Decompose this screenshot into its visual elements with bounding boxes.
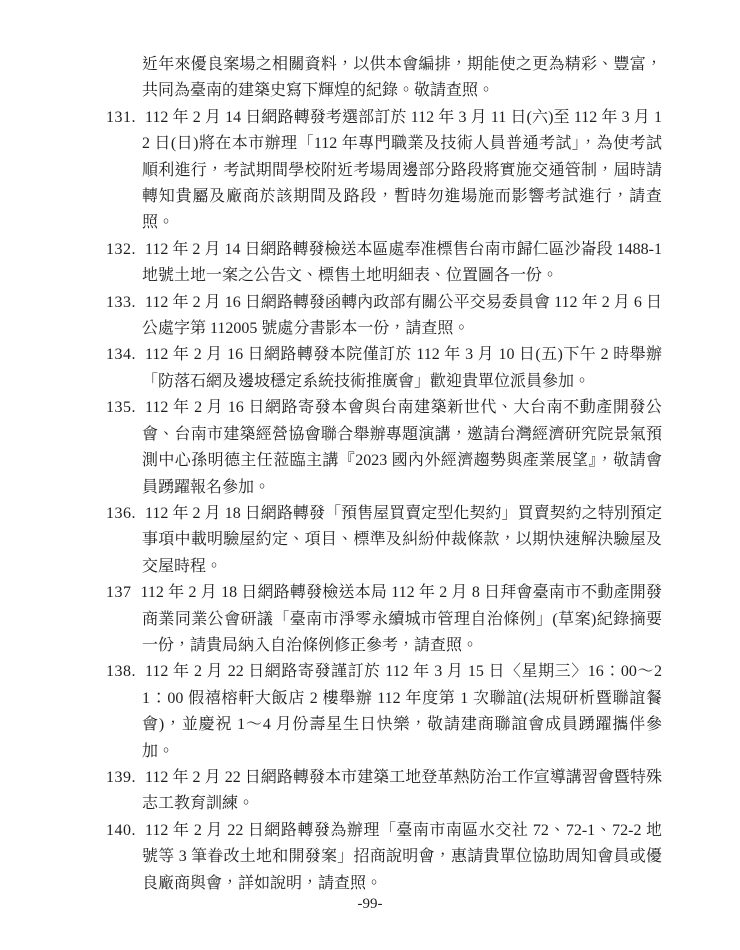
item-text: 112 年 2 月 16 日網路轉發本院僅訂於 112 年 3 月 10 日(五)下午 2 時舉辦「防落石網及邊坡穩定系統技術推廣會」歡迎貴單位派員參加。 <box>142 346 662 390</box>
item-number: 136. <box>106 504 136 522</box>
item-number: 139. <box>106 768 136 786</box>
item-text: 112 年 2 月 22 日網路轉發為辦理「臺南市南區水交社 72、72-1、72-2 地號等 3 筆眷改土地和開發案」招商說明會，惠請貴單位協助周知會員或優良廠商與會，詳如說明，請查照。 <box>142 821 662 892</box>
item-number: 134. <box>106 346 136 364</box>
list-item <box>106 342 662 395</box>
document-body <box>106 52 662 897</box>
list-item <box>106 105 662 237</box>
item-number: 138. <box>106 663 136 681</box>
item-number: 133. <box>106 293 136 311</box>
item-text: 112 年 2 月 18 日網路轉發「預售屋買賣定型化契約」買賣契約之特別預定事項中載明驗屋約定、項目、標準及糾紛仲裁條款，以期快速解決驗屋及交屋時程。 <box>142 504 662 575</box>
item-number: 132. <box>106 240 136 258</box>
item-text: 112 年 2 月 16 日網路轉發函轉內政部有關公平交易委員會 112 年 2 月 6 日公處字第 112005 號處分書影本一份，請查照。 <box>142 293 662 338</box>
item-number: 135. <box>106 399 136 417</box>
item-text: 112 年 2 月 18 日網路轉發檢送本局 112 年 2 月 8 日拜會臺南市不動產開發商業同業公會研議「臺南市淨零永續城市管理自治條例」(草案)紀錄摘要一份，請貴局納入自治條例修正參考，請查照。 <box>140 584 662 654</box>
list-item <box>106 290 662 343</box>
paragraph-continuation: 近年來優良案場之相關資料，以供本會編排，期能使之更為精彩、豐富，共同為臺南的建築史寫下輝煌的紀錄。敬請查照。 <box>142 56 662 100</box>
item-number: 140. <box>106 821 136 839</box>
list-item <box>106 580 662 659</box>
item-text: 112 年 2 月 22 日網路轉發本市建築工地登革熱防治工作宣導講習會暨特殊志工教育訓練。 <box>142 768 662 813</box>
page-number: -99- <box>357 896 383 912</box>
list-item <box>106 818 662 897</box>
list-item <box>106 501 662 580</box>
list-item <box>106 395 662 501</box>
item-text: 112 年 2 月 22 日網路寄發謹訂於 112 年 3 月 15 日〈星期三〉16：00～21：00 假禧榕軒大飯店 2 樓舉辦 112 年度第 1 次聯誼(法規研析暨聯誼餐會)，並慶祝 1～4 月份壽星生日快樂，敬請建商聯誼會成員踴躍攜伴參加。 <box>142 663 662 760</box>
list-item <box>106 765 662 818</box>
item-text: 112 年 2 月 16 日網路寄發本會與台南建築新世代、大台南不動產開發公會、台南市建築經營協會聯合舉辦專題演講，邀請台灣經濟研究院景氣預測中心孫明德主任蒞臨主講『2023 國內外經濟趨勢與產業展望』，敬請會員踴躍報名參加。 <box>142 399 662 496</box>
list-item <box>106 237 662 290</box>
item-text: 112 年 2 月 14 日網路轉發考選部訂於 112 年 3 月 11 日(六)至 112 年 3 月 12 日(日)將在本市辦理「112 年專門職業及技術人員普通考試」，為使考試順利進行，考試期間學校附近考場周邊部分路段將實施交通管制，屆時請轉知貴屬及廠商於該期間及路段，暫時勿進場施而影響考試進行，請查照。 <box>142 108 662 232</box>
list-item <box>106 659 662 765</box>
item-number: 131. <box>106 108 136 126</box>
item-text: 112 年 2 月 14 日網路轉發檢送本區處奉准標售台南市歸仁區沙崙段 1488-1 地號土地一案之公告文、標售土地明細表、位置圖各一份。 <box>142 240 662 285</box>
item-number: 137 <box>106 584 132 602</box>
